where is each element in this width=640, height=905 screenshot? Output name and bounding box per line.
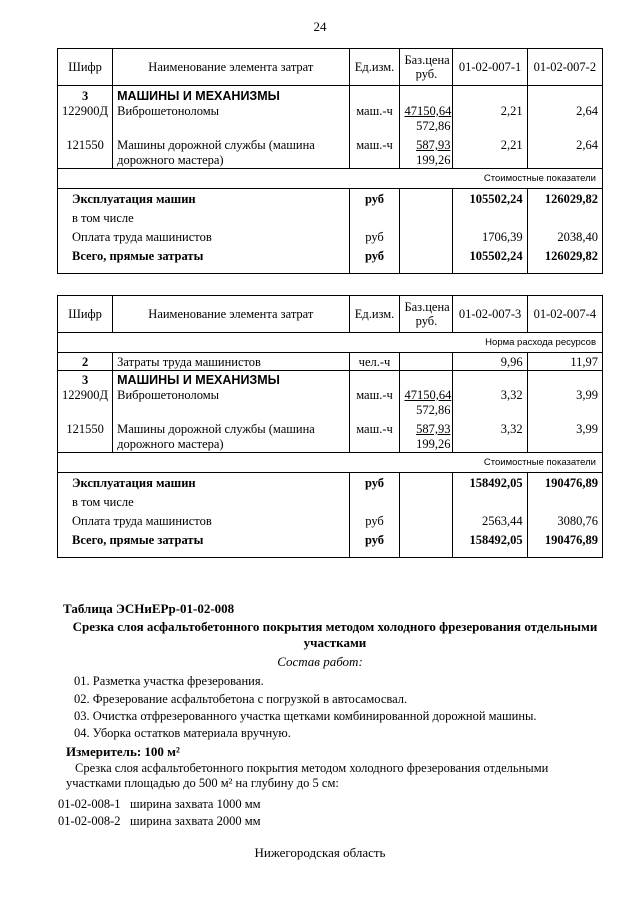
work-item: 02. Фрезерование асфальтобетона с погрузкой в автосамосвал. [74,692,408,706]
summary-row: в том числе [58,491,603,510]
resource-table-2 [57,295,603,558]
row-price: 47150,64 572,86 [400,104,453,134]
summary-row: Оплата труда машинистов руб 2563,44 3080,76 [58,510,603,529]
work-item: 03. Очистка отфрезерованного участка щетками комбинированной дорожной машины. [74,709,537,723]
section-title: МАШИНЫ И МЕХАНИЗМЫ [113,86,349,105]
measure-unit: Измеритель: 100 м² [66,744,180,759]
summary-row: в том числе [58,207,603,226]
header-unit: Ед.изм. [349,49,400,86]
table-title: Таблица ЭСНиЕРр-01-02-008 [63,601,235,616]
header-shifr: Шифр [58,49,113,86]
code-line: 01-02-008-1 ширина захвата 1000 мм [58,797,261,811]
table-row [58,104,603,134]
header-name: Наименование элемента затрат [113,49,349,86]
header-shifr: Шифр [58,296,113,333]
row-unit: маш.-ч [349,104,400,134]
row-value-2: 2,64 [527,104,602,134]
summary-row: Всего, прямые затраты руб 158492,05 190476,89 [58,529,603,558]
works-heading: Состав работ: [277,654,363,669]
cost-note-row [58,169,603,189]
work-item: 04. Уборка остатков материала вручную. [74,726,291,740]
page-footer: Нижегородская область [254,845,386,860]
header-col2: 01-02-007-2 [527,49,602,86]
row-unit: маш.-ч [349,134,400,169]
cost-note-row: Стоимостные показатели [58,453,603,473]
row-name: Виброшетоноломы [113,104,349,134]
norm-note-row [58,333,603,353]
header-unit: Ед.изм. [349,296,400,333]
norm-note: Норма расхода ресурсов [58,333,603,353]
row-price: 587,93 199,26 [400,134,453,169]
row-code: 121550 [58,134,113,169]
summary-row: Всего, прямые затраты руб 105502,24 126029,82 [58,245,603,274]
header-name: Наименование элемента затрат [113,296,349,333]
header-price: Баз.цена руб. [400,296,453,333]
row-value-1: 2,21 [453,134,527,169]
row-name: Машины дорожной службы (машина дорожного мастера) [113,134,349,169]
summary-row: Оплата труда машинистов руб 1706,39 2038,40 [58,226,603,245]
code-line: 01-02-008-2 ширина захвата 2000 мм [58,814,261,828]
section-description: Срезка слоя асфальтобетонного покрытия методом холодного фрезерования отдельными участками площадью до 500 м² на глубину до 5 см: [66,761,549,790]
table-row: 122900Д Виброшетоноломы маш.-ч 47150,64 572,86 3,32 3,99 [58,388,603,418]
table-header-row [58,49,603,86]
section-num: 3 [58,86,113,105]
section-row [58,86,603,105]
row-value-2: 2,64 [527,134,602,169]
summary-row: Эксплуатация машин руб 158492,05 190476,89 [58,473,603,492]
cost-note: Стоимостные показатели [58,169,603,189]
table-header-row [58,296,603,333]
labor-row: 2 Затраты труда машинистов чел.-ч 9,96 11,97 [58,353,603,371]
header-price: Баз.цена руб. [400,49,453,86]
header-col2: 01-02-007-4 [527,296,602,333]
page-number: 24 [313,19,327,34]
section-row: 3 МАШИНЫ И МЕХАНИЗМЫ [58,371,603,389]
row-value-1: 2,21 [453,104,527,134]
summary-row: Эксплуатация машин руб 105502,24 126029,82 [58,189,603,208]
table-row: 121550 Машины дорожной службы (машина дорожного мастера) маш.-ч 587,93 199,26 3,32 3,99 [58,418,603,453]
header-col1: 01-02-007-3 [453,296,527,333]
header-col1: 01-02-007-1 [453,49,527,86]
section-heading: Срезка слоя асфальтобетонного покрытия методом холодного фрезерования отдельными участками [72,619,598,650]
table-row [58,134,603,169]
resource-table-1 [57,48,603,274]
row-code: 122900Д [58,104,113,134]
work-item: 01. Разметка участка фрезерования. [74,674,264,688]
